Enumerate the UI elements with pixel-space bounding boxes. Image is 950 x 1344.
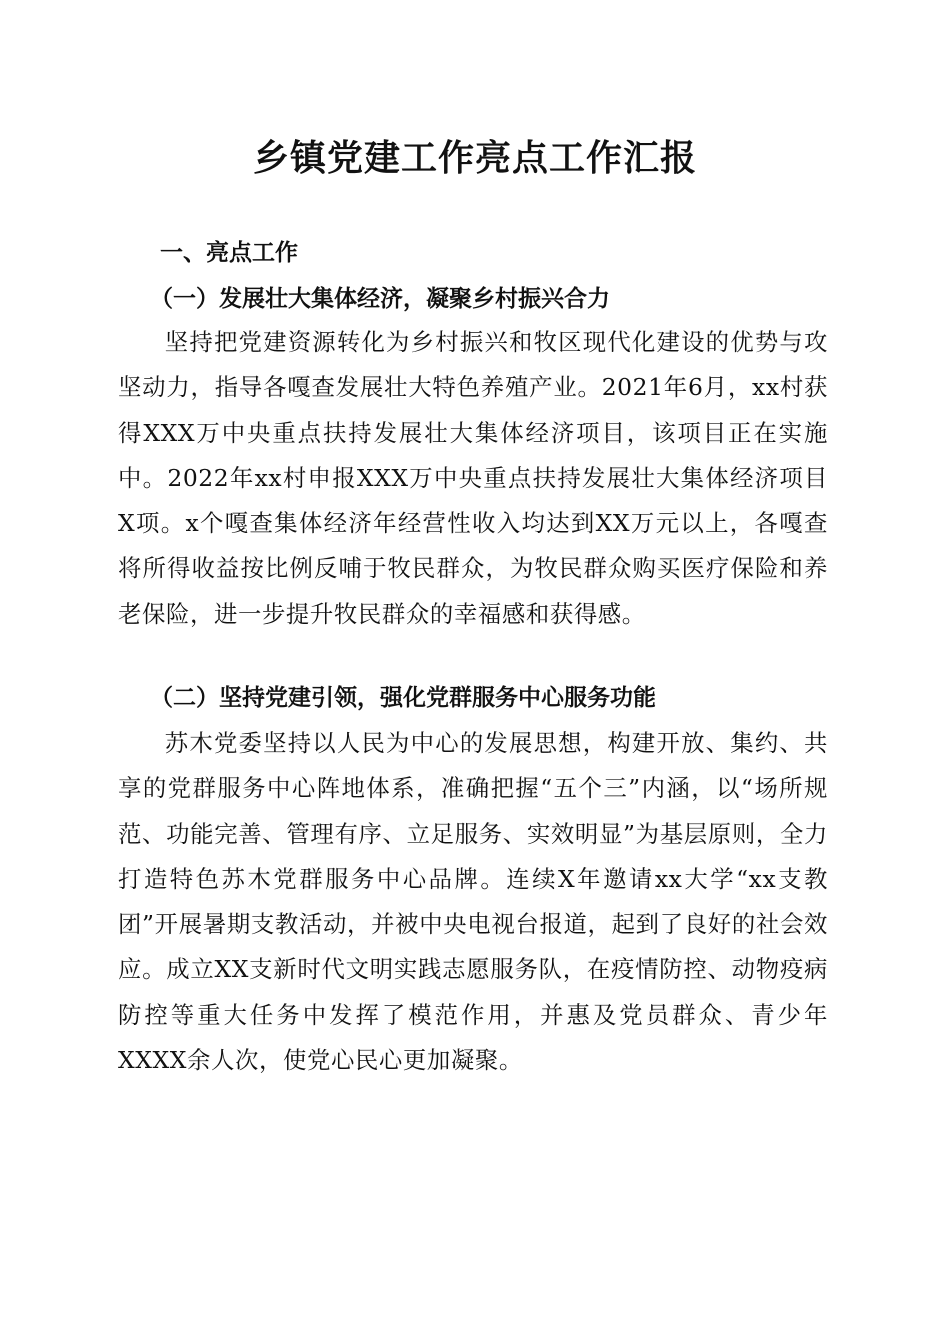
section-heading-highlights: 一、亮点工作 [160, 240, 298, 266]
paragraph-collective-economy: 坚持把党建资源转化为乡村振兴和牧区现代化建设的优势与攻坚动力，指导各嘎查发展壮大特色养殖产业。2021年6月，xx村获得XXX万中央重点扶持发展壮大集体经济项目，该项目正在实施中。2022年xx村申报XXX万中央重点扶持发展壮大集体经济项目X项。x个嘎查集体经济年经营性收入均达到XX万元以上，各嘎查将所得收益按比例反哺于牧民群众，为牧民群众购买医疗保险和养老保险，进一步提升牧民群众的幸福感和获得感。 [118, 328, 828, 628]
subsection-heading-collective-economy: （一）发展壮大集体经济，凝聚乡村振兴合力 [150, 285, 610, 312]
document-title: 乡镇党建工作亮点工作汇报 [252, 137, 697, 179]
paragraph-service-center: 苏木党委坚持以人民为中心的发展思想，构建开放、集约、共享的党群服务中心阵地体系，准确把握“五个三”内涵，以“场所规范、功能完善、管理有序、立足服务、实效明显”为基层原则，全力打造特色苏木党群服务中心品牌。连续X年邀请xx大学“xx支教团”开展暑期支教活动，并被中央电视台报道，起到了良好的社会效应。成立XX支新时代文明实践志愿服务队，在疫情防控、动物疫病防控等重大任务中发挥了模范作用，并惠及党员群众、青少年XXXX余人次，使党心民心更加凝聚。 [118, 729, 828, 1075]
subsection-heading-service-center: （二）坚持党建引领，强化党群服务中心服务功能 [150, 684, 656, 711]
